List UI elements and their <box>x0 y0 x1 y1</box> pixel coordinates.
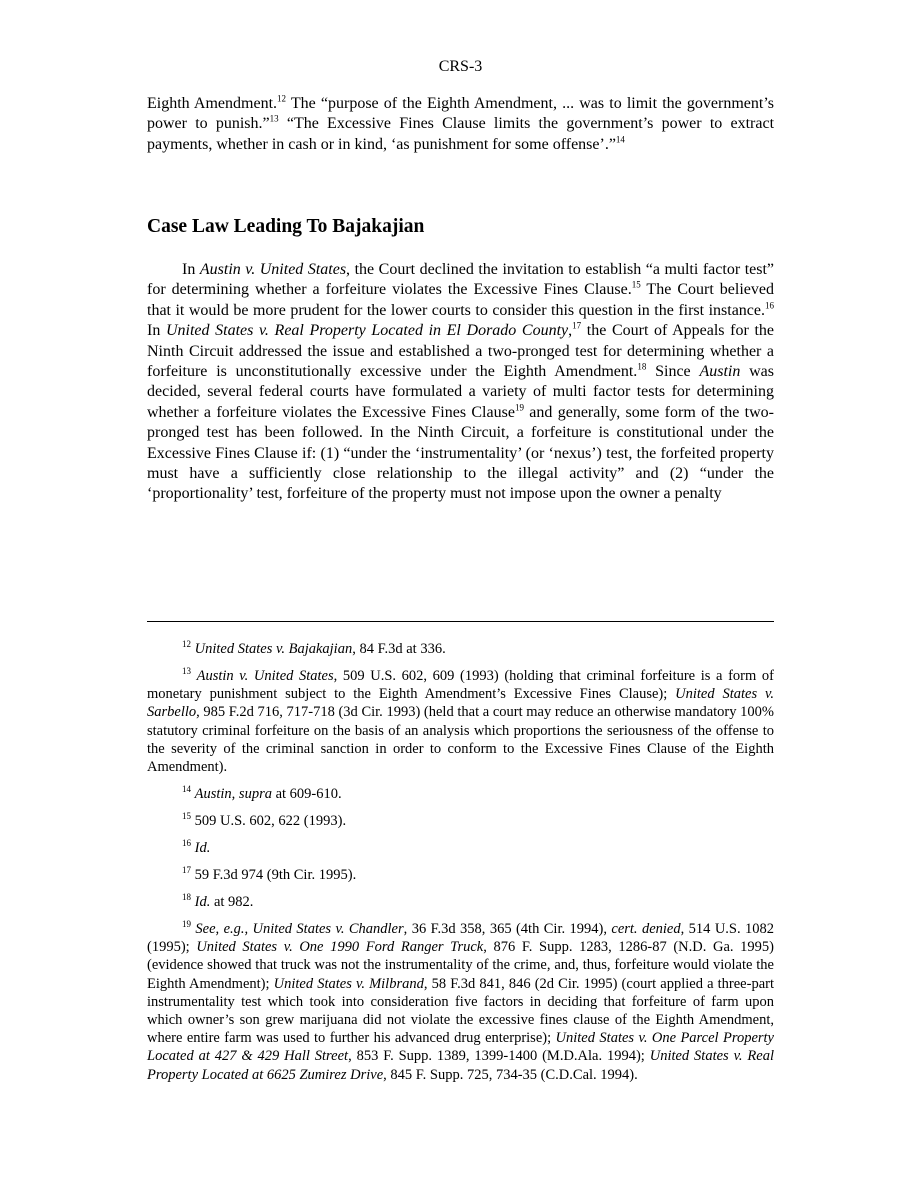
body-text: In <box>182 261 200 278</box>
footnotes <box>147 640 774 1093</box>
footnote-ref-19[interactable]: 19 <box>514 402 524 413</box>
case-name: United States v. One 1990 Ford Ranger Truck <box>196 939 484 956</box>
intro-paragraph <box>147 94 774 155</box>
section-paragraph <box>147 260 774 505</box>
intro-text: The “purpose of the Eighth Amendment, ... was to limit the government’s power to punish.” <box>147 95 774 133</box>
footnote-13 <box>147 667 774 776</box>
footnote-text: , 84 F.3d at 336. <box>352 641 446 657</box>
footnote-ref-13[interactable]: 13 <box>269 114 279 125</box>
footnote-text: at 609-610. <box>271 786 342 803</box>
body-text: the Court of Appeals for the Ninth Circuit addressed the issue and established a two-pronged test for determining whether a forfeiture is unconstitutionally excessive under the Eighth Amendment. <box>147 322 774 381</box>
footnote-ref-17[interactable]: 17 <box>572 320 582 331</box>
page-header: CRS-3 <box>438 58 483 75</box>
footnote-ref-14[interactable]: 14 <box>615 134 625 145</box>
footnote-number: 16 <box>182 838 191 849</box>
footnote-19 <box>147 920 774 1084</box>
footnote-text: , 36 F.3d 358, 365 (4th Cir. 1994), <box>403 921 612 938</box>
footnote-text: 509 U.S. 602, 622 (1993). <box>191 813 347 830</box>
footnote-number: 19 <box>182 919 191 930</box>
footnote-number: 18 <box>182 892 191 903</box>
footnote-number: 12 <box>182 639 191 650</box>
footnote-ref-15[interactable]: 15 <box>631 280 641 291</box>
footnote-number: 15 <box>182 811 191 822</box>
section-heading: Case Law Leading To Bajakajian <box>147 216 425 237</box>
footnote-text: , 509 U.S. 602, 609 (1993) (holding that criminal forfeiture is a form of monetary punishment subject to the Eighth Amendment’s Excessive Fines Clause); <box>147 668 774 703</box>
footnote-17 <box>147 866 774 884</box>
case-name: United States v. Real Property Located in El Dorado County <box>165 322 569 340</box>
case-name: Austin v. United States <box>199 261 347 278</box>
footnote-text: , 985 F.2d 716, 717-718 (3d Cir. 1993) (held that a court may reduce an otherwise mandatory 100% statutory criminal forfeiture on the basis of an analysis which proportions the seriousness of the offense to the severity of the criminal sanction in order to conform to the Excessive Fines Clause of the Eighth Amendment). <box>147 704 774 776</box>
footnote-16 <box>147 839 774 857</box>
case-name: United States v. Real Property Located at 6625 Zumirez Drive <box>147 1048 774 1083</box>
body-text: The Court believed that it would be more prudent for the lower courts to consider this question in the first instance. <box>147 281 774 319</box>
footnote-text: , 876 F. Supp. 1283, 1286-87 (N.D. Ga. 1995) (evidence showed that truck was not the instrumentality of the crime, and, thus, forfeiture would violate the Eighth Amendment); <box>147 939 774 992</box>
footnote-ref-18[interactable]: 18 <box>637 361 647 372</box>
case-name: United States v. Sarbello <box>147 686 774 721</box>
case-name: Id. <box>194 840 211 857</box>
footnote-14 <box>147 785 774 803</box>
footnote-12 <box>147 640 774 658</box>
footnote-number: 13 <box>182 666 191 677</box>
footnote-ref-16[interactable]: 16 <box>765 300 774 311</box>
footnote-divider <box>147 621 774 622</box>
case-name: Austin v. United States <box>196 668 334 684</box>
case-name: Austin <box>699 363 741 381</box>
footnote-text: , 58 F.3d 841, 846 (2d Cir. 1995) (court applied a three-part instrumentality test which took into consideration five factors in deciding that forfeiture of farm upon which owner’s son grew marijuana did not violate the excessive fines clause of the Eighth Amendment, where entire farm was used to further his advanced drug enterprise); <box>147 975 774 1047</box>
intro-text: Eighth Amendment. <box>147 95 278 112</box>
footnote-18 <box>147 893 774 911</box>
case-name: cert. denied <box>611 921 681 938</box>
body-text: , the Court declined the invitation to establish “a multi factor test” for determining whether a forfeiture violates the Excessive Fines Clause. <box>147 261 775 299</box>
footnote-ref-12[interactable]: 12 <box>277 93 287 104</box>
footnote-text: 59 F.3d 974 (9th Cir. 1995). <box>191 867 357 884</box>
body-text: and generally, some form of the two-pronged test has been followed. In the Ninth Circuit, a forfeiture is constitutional under the Excessive Fines Clause if: (1) “under the ‘instrumentality’ (or ‘nexus’) test, the forfeited property must have a sufficiently close relationship to the illegal activity” and (2) “under the ‘proportionality’ test, forfeiture of the property must not impose upon the owner a penalty <box>147 403 774 503</box>
case-name: Id. <box>194 894 211 911</box>
footnote-number: 17 <box>182 865 191 876</box>
body-text: , <box>568 322 573 340</box>
footnote-text: at 982. <box>210 894 254 911</box>
footnote-text: , 853 F. Supp. 1389, 1399-1400 (M.D.Ala. 1994); <box>348 1048 650 1065</box>
case-name: United States v. Milbrand <box>273 975 424 992</box>
case-name: See, e.g., United States v. Chandler <box>195 921 404 938</box>
body-text: In <box>147 322 166 340</box>
case-name: United States v. One Parcel Property Located at 427 & 429 Hall Street <box>147 1030 774 1065</box>
case-name: United States v. Bajakajian <box>194 641 353 657</box>
footnote-text: , 514 U.S. 1082 (1995); <box>147 921 775 956</box>
footnote-15 <box>147 812 774 830</box>
footnote-number: 14 <box>182 784 191 795</box>
body-text: was decided, several federal courts have formulated a variety of multi factor tests for determining whether a forfeiture violates the Excessive Fines Clause <box>147 363 774 421</box>
case-name: Austin, supra <box>194 786 272 803</box>
intro-text: “The Excessive Fines Clause limits the government’s power to extract payments, whether in cash or in kind, ‘as punishment for some offense’.” <box>147 115 775 153</box>
body-text: Since <box>646 363 700 381</box>
footnote-text: , 845 F. Supp. 725, 734-35 (C.D.Cal. 1994). <box>383 1066 638 1083</box>
